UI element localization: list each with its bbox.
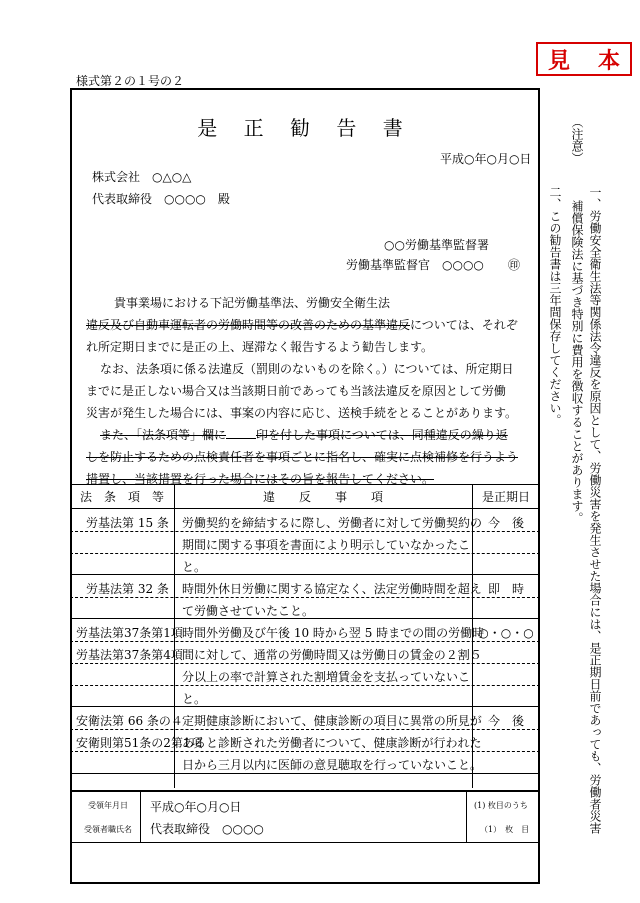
issuer-inspector: 労働基準監督官 ○○○○: [346, 258, 484, 272]
issuer-office: ○○労働基準監督署: [384, 238, 489, 252]
note-1-line-1: 一、労働安全衛生法等関係法令違反を原因として、労働災害を発生させた場合には、是正期日前であっても、労働者災害: [588, 186, 602, 834]
row4-violation-line: あると診断された労働者について、健康診断が行われた: [182, 736, 482, 750]
body-line: れ所定期日までに是正の上、遅滞なく報告するよう勧告します。: [86, 340, 434, 354]
struck-text: また、「法条項等」欄に: [100, 428, 227, 442]
receiver-value: 代表取締役 ○○○○: [150, 822, 264, 836]
row1-violation-line: 労働契約を締結するに際し、労働者に対して労働契約の: [182, 516, 483, 530]
form-number: 様式第２の１号の２: [76, 74, 185, 88]
violations-table: [70, 484, 540, 788]
row3-law: 労基法第37条第4項: [76, 648, 183, 662]
header-violation: 違 反 事 項: [262, 490, 383, 504]
body-text: については、それぞ: [410, 318, 518, 332]
body-line: までに是正しない場合又は当該期日前であっても当該法違反を原因として労働: [86, 384, 506, 398]
row4-violation-line: 定期健康診断において、健康診断の項目に異常の所見が: [182, 714, 482, 728]
row3-deadline: ○・○・○: [478, 626, 534, 640]
struck-line: しを防止するための点検責任者を事項ごとに指名し、確実に点検補修を行うよう: [86, 450, 519, 464]
row4-deadline: 今 後: [487, 714, 524, 728]
blank-underline: [226, 438, 256, 439]
struck-line: [86, 424, 526, 446]
row1-violation-line: と。: [182, 560, 207, 574]
row4-law: 安衛法第 66 条の４: [76, 714, 183, 728]
row4-law: 安衛則第51条の2第1項: [76, 736, 203, 750]
row2-deadline: 即 時: [487, 582, 524, 596]
sample-stamp: [536, 42, 632, 76]
header-deadline: 是正期日: [481, 490, 530, 504]
row3-law: 労基法第37条第1項: [76, 626, 183, 640]
note-1-line-2: 補償保険法に基づき特別に費用を徴収することがあります。: [570, 200, 584, 524]
body-line: 貴事業場における下記労働基準法、労働安全衛生法: [114, 296, 391, 310]
struck-text: 違反及び自動車運転者の労働時間等の改善のための基準違反: [86, 318, 411, 332]
document-title: 是 正 勧 告 書: [197, 116, 413, 140]
body-line: [86, 314, 526, 336]
received-date-value: 平成○年○月○日: [150, 800, 242, 814]
row2-law: 労基法第 32 条: [86, 582, 169, 596]
note-2: 二、この勧告書は三年間保存してください。: [548, 186, 562, 426]
row3-violation-line: 時間外労働及び午後 10 時から翌 5 時までの間の労働時: [182, 626, 485, 640]
row3-violation-line: と。: [182, 692, 207, 706]
struck-line: 措置し、当該措置を行った場合にはその旨を報告してください。: [86, 472, 435, 486]
stamp-char-1: 見: [548, 48, 571, 74]
issue-date: 平成○年○月○日: [440, 152, 532, 166]
row1-violation-line: 期間に関する事項を書面により明示していなかったこ: [182, 538, 471, 552]
row1-law: 労基法第 15 条: [86, 516, 169, 530]
received-date-label: 受領年月日: [88, 801, 128, 810]
row3-violation-line: 間に対して、通常の労働時間又は労働日の賃金の２割５: [182, 648, 482, 662]
stamp-char-2: 本: [597, 48, 620, 74]
copies-value: （1） 枚 目: [480, 825, 530, 834]
header-law: 法 条 項 等: [79, 490, 164, 504]
seal-mark: ㊞: [508, 258, 521, 272]
row3-violation-line: 分以上の率で計算された割増賃金を支払っていないこ: [182, 670, 471, 684]
body-paragraphs: [86, 292, 526, 490]
receiver-label: 受領者職氏名: [84, 825, 132, 834]
addressee-company: 株式会社 ○△○△: [92, 170, 192, 184]
notes-heading: （注意）: [570, 116, 584, 164]
body-line: なお、法条項に係る法違反（罰則のないものを除く。）については、所定期日: [100, 362, 514, 376]
addressee-representative: 代表取締役 ○○○○ 殿: [92, 192, 230, 206]
row1-deadline: 今 後: [487, 516, 524, 530]
row2-violation-line: 時間外休日労働に関する協定なく、法定労働時間を超え: [182, 582, 482, 596]
struck-text: 印を付した事項については、同種違反の繰り返: [256, 428, 508, 442]
row2-violation-line: て労働させていたこと。: [182, 604, 315, 618]
row4-violation-line: 日から三月以内に医師の意見聴取を行っていないこと。: [182, 758, 483, 772]
copies-label: (1) 枚目のうち: [474, 801, 528, 810]
body-line: 災害が発生した場合には、事案の内容に応じ、送検手続をとることがあります。: [86, 406, 518, 420]
